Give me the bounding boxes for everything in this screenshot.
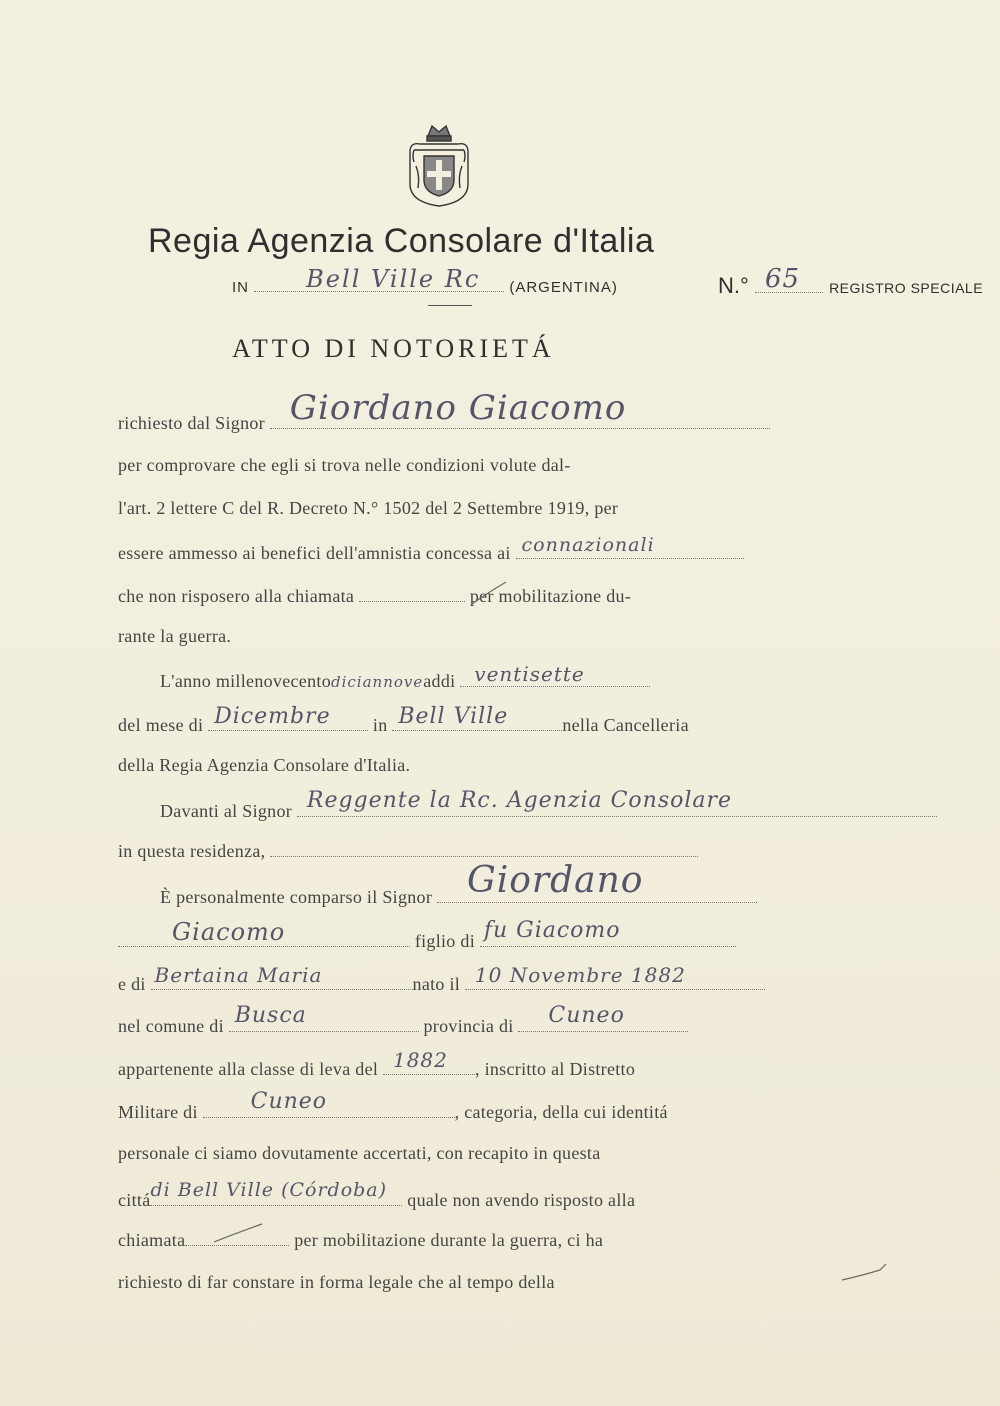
body-line-8	[118, 704, 689, 736]
number-field	[755, 264, 823, 294]
body-line-13	[118, 918, 736, 952]
residence-field	[270, 842, 698, 857]
body-line-10	[160, 788, 937, 822]
father-field	[480, 918, 736, 947]
line-text: quale non avendo risposto alla	[407, 1190, 636, 1210]
royal-coat-of-arms-icon	[406, 122, 472, 208]
body-line-5	[118, 583, 631, 607]
line-text: È personalmente comparso il Signor	[160, 887, 433, 907]
page-title: Regia Agenzia Consolare d'Italia	[148, 222, 655, 260]
mother-hw: Bertaina Maria	[154, 963, 323, 987]
line-text: nella Cancelleria	[562, 715, 689, 735]
official-hw: Reggente la Rc. Agenzia Consolare	[306, 788, 733, 813]
year-hw: diciannove	[331, 673, 424, 691]
body-line-6: rante la guerra.	[118, 626, 232, 646]
place-field	[254, 265, 504, 293]
body-line-3: l'art. 2 lettere C del R. Decreto N.° 1502 del 2 Settembre 1919, per	[118, 498, 619, 518]
birthplace-field	[229, 1003, 419, 1032]
line-text: Davanti al Signor	[160, 801, 293, 821]
line-text: appartenente alla classe di leva del	[118, 1059, 379, 1079]
father-hw: fu Giacomo	[483, 918, 621, 943]
beneficiaries-field	[516, 534, 744, 559]
line-text: addi	[423, 671, 456, 691]
line-text: del mese di	[118, 715, 204, 735]
body-line-21: richiesto di far constare in forma legale che al tempo della	[118, 1272, 555, 1292]
line-text: per mobilitazione durante la guerra, ci ha	[294, 1230, 604, 1250]
day-field	[460, 662, 650, 687]
province-field	[518, 1003, 688, 1032]
month-field	[208, 704, 368, 731]
levy-class-hw: 1882	[392, 1048, 448, 1072]
body-line-11	[118, 841, 698, 862]
appearant-firstname: Giacomo	[172, 918, 286, 946]
body-line-19	[118, 1179, 636, 1211]
place-label	[232, 265, 618, 296]
city-hw: Bell Ville	[398, 704, 509, 729]
body-line-2: per comprovare che egli si trova nelle condizioni volute dal-	[118, 455, 571, 475]
line-text: in questa residenza,	[118, 841, 266, 861]
in-label: IN	[232, 279, 249, 296]
document-heading: ATTO DI NOTORIETÁ	[232, 334, 555, 363]
place-handwritten: Bell Ville Rc	[306, 265, 481, 293]
line-text: L'anno millenovecento	[160, 671, 331, 691]
body-line-9: della Regia Agenzia Consolare d'Italia.	[118, 755, 411, 775]
line-text: chiamata	[118, 1230, 186, 1250]
requester-name: Giordano Giacomo	[289, 388, 627, 428]
line-text: nato il	[412, 974, 461, 994]
body-line-15	[118, 1003, 688, 1037]
body-line-17	[118, 1089, 668, 1123]
body-line-18: personale ci siamo dovutamente accertati, con recapito in questa	[118, 1143, 601, 1163]
beneficiaries-hw: connazionali	[521, 534, 655, 556]
firstname-field	[118, 918, 410, 947]
number-handwritten: 65	[764, 264, 801, 294]
divider	[428, 305, 472, 306]
address-hw: di Bell Ville (Córdoba)	[150, 1179, 388, 1201]
country-label: (ARGENTINA)	[509, 279, 618, 296]
appearant-field	[437, 860, 757, 903]
pen-stroke-mark	[210, 1220, 270, 1246]
day-hw: ventisette	[474, 662, 585, 686]
line-text: figlio di	[414, 931, 476, 951]
line-text: e di	[118, 974, 146, 994]
province-hw: Cuneo	[548, 1003, 625, 1028]
body-line-20	[118, 1230, 603, 1251]
line-text: provincia di	[423, 1016, 514, 1036]
line-text: essere ammesso ai benefici dell'amnistia concessa ai	[118, 543, 511, 563]
birthplace-hw: Busca	[234, 1003, 307, 1028]
requester-field	[270, 388, 770, 429]
body-line-1	[118, 388, 770, 434]
district-field	[203, 1089, 455, 1118]
line-text: che non risposero alla chiamata	[118, 586, 355, 606]
line-text: Militare di	[118, 1102, 198, 1122]
line-text: per mobilitazione du-	[469, 586, 632, 606]
number-label: N.°	[718, 273, 749, 298]
pen-stroke-mark	[840, 1262, 890, 1284]
register-number	[718, 264, 984, 299]
line-text: , categoria, della cui identitá	[454, 1102, 668, 1122]
appearant-surname: Giordano	[466, 860, 644, 901]
line-text: nel comune di	[118, 1016, 224, 1036]
official-field	[297, 788, 937, 817]
line-text: cittá	[118, 1190, 151, 1210]
body-line-14	[118, 963, 765, 995]
call-field	[359, 583, 465, 602]
levy-class-field	[383, 1048, 475, 1075]
address-field	[150, 1179, 402, 1206]
register-label: REGISTRO SPECIALE	[829, 280, 984, 296]
body-line-7	[160, 662, 650, 692]
mother-field	[151, 963, 413, 990]
body-line-16	[118, 1048, 636, 1080]
line-text: in	[372, 715, 388, 735]
body-line-4	[118, 534, 744, 564]
body-line-12	[160, 860, 757, 908]
month-hw: Dicembre	[214, 704, 331, 729]
birthdate-field	[465, 963, 765, 990]
city-field	[392, 704, 562, 731]
line-text: , inscritto al Distretto	[474, 1059, 636, 1079]
district-hw: Cuneo	[250, 1089, 328, 1114]
pen-stroke-mark	[470, 578, 510, 606]
birthdate-hw: 10 Novembre 1882	[474, 963, 686, 987]
line-text: richiesto dal Signor	[118, 413, 265, 433]
